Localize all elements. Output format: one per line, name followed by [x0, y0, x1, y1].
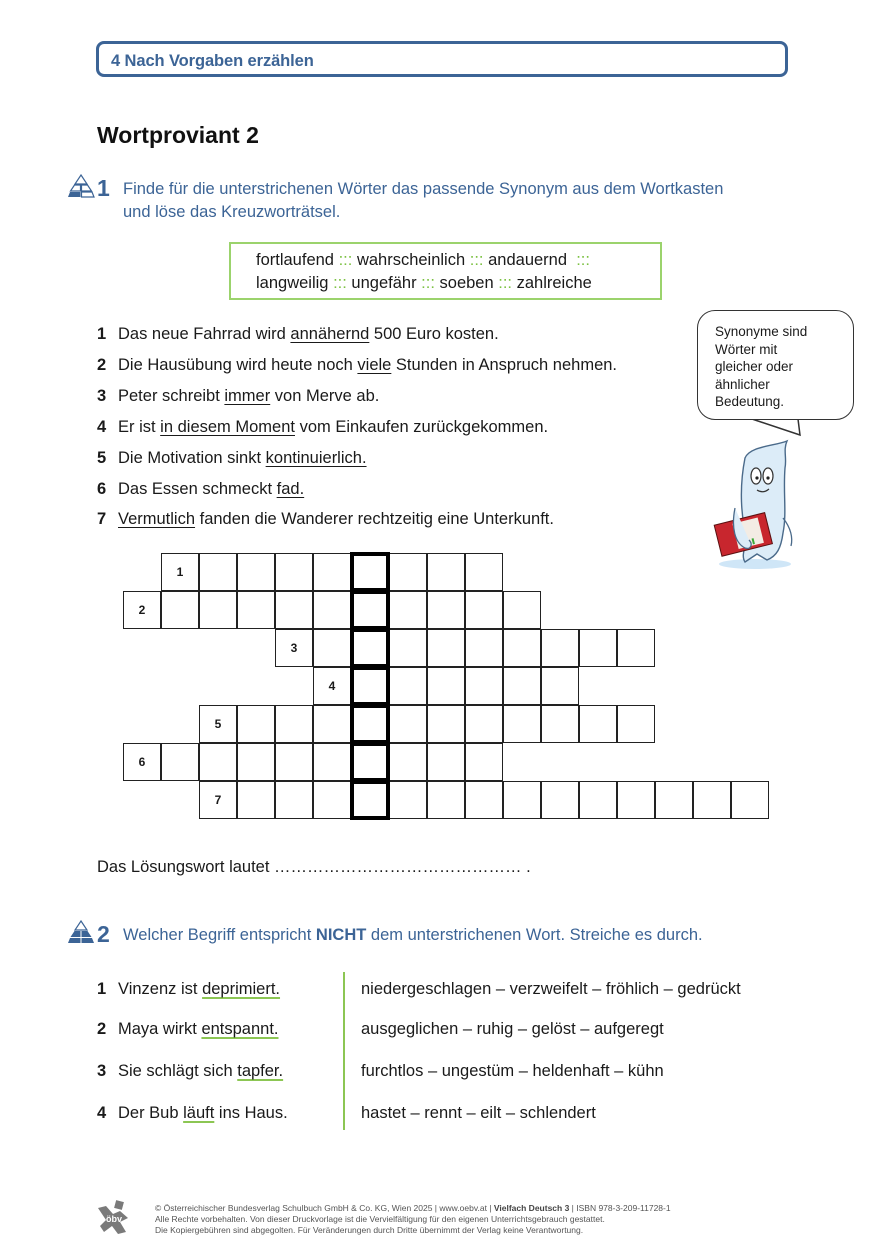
crossword-cell[interactable] [465, 553, 503, 591]
crossword-cell[interactable] [123, 591, 161, 629]
word-option: soeben [439, 274, 494, 292]
instruction-emphasis: NICHT [315, 926, 367, 944]
crossword-clue-number: 5 [214, 717, 222, 731]
speech-bubble [697, 310, 854, 420]
sentence-text: Das Essen schmeckt [118, 480, 277, 498]
crossword-cell[interactable] [313, 629, 351, 667]
sentence-number: 7 [97, 510, 107, 528]
sentence-item [97, 356, 617, 375]
crossword-cell[interactable] [465, 705, 503, 743]
sentence-item [97, 449, 367, 468]
word-option: wahrscheinlich [356, 251, 466, 269]
sentence-number: 5 [97, 449, 107, 467]
crossword-cell[interactable] [389, 705, 427, 743]
crossword-solution-cell[interactable] [350, 590, 390, 630]
crossword-clue-number: 3 [290, 641, 298, 655]
underlined-word: Vermutlich [118, 510, 196, 528]
crossword-cell[interactable] [275, 629, 313, 667]
sentence-text: Das neue Fahrrad wird [118, 325, 291, 343]
sentence-number: 1 [97, 325, 107, 343]
bubble-line: gleicher oder [715, 359, 794, 374]
word-option: ungefähr [351, 274, 417, 292]
crossword-cell[interactable] [313, 553, 351, 591]
crossword-cell[interactable] [389, 629, 427, 667]
crossword-cell[interactable] [123, 743, 161, 781]
separator: ::: [469, 251, 484, 269]
instruction-text: Welcher Begriff entspricht [123, 926, 316, 944]
crossword-cell[interactable] [693, 781, 731, 819]
bubble-line: Wörter mit [715, 341, 778, 357]
mascot-illustration [705, 438, 805, 573]
crossword-cell[interactable] [579, 705, 617, 743]
task-2-sentence [97, 1062, 283, 1081]
underlined-word: kontinuierlich. [265, 449, 367, 467]
crossword-cell[interactable] [541, 781, 579, 819]
crossword-cell[interactable] [465, 667, 503, 705]
underlined-word: immer [224, 387, 271, 405]
crossword-cell[interactable] [465, 743, 503, 781]
sentence-number: 4 [97, 418, 107, 436]
crossword-solution-cell[interactable] [350, 742, 390, 782]
crossword-cell[interactable] [427, 667, 465, 705]
sentence-item [97, 418, 548, 437]
sentence-number: 6 [97, 480, 107, 498]
crossword-cell[interactable] [161, 553, 199, 591]
crossword-cell[interactable] [389, 743, 427, 781]
crossword-cell[interactable] [617, 629, 655, 667]
crossword-cell[interactable] [275, 781, 313, 819]
logo-text: öbv [105, 1214, 123, 1224]
word-option: fortlaufend [256, 251, 334, 269]
word-box [229, 242, 662, 300]
sentence-text: vom Einkaufen zurückgekommen. [294, 418, 549, 436]
task-2-options[interactable]: niedergeschlagen – verzweifelt – fröhlich – gedrückt [361, 980, 741, 998]
footer-copyright [155, 1203, 671, 1236]
crossword-cell[interactable] [237, 743, 275, 781]
sentence-text: Er ist [118, 418, 161, 436]
crossword-clue-number: 6 [138, 755, 146, 769]
crossword-cell[interactable] [199, 553, 237, 591]
crossword-cell[interactable] [427, 743, 465, 781]
instruction-text: dem unterstrichenen Wort. Streiche es durch. [366, 926, 703, 944]
crossword-cell[interactable] [237, 553, 275, 591]
book-title: Vielfach Deutsch 3 [493, 1203, 570, 1213]
sentence-text: fanden die Wanderer rechtzeitig eine Unterkunft. [195, 510, 554, 528]
crossword-cell[interactable] [313, 743, 351, 781]
sentence-text: Stunden in Anspruch nehmen. [391, 356, 618, 374]
underlined-word: viele [357, 356, 392, 374]
footer-line-2: Alle Rechte vorbehalten. Von dieser Druckvorlage ist die Vervielfältigung für den eigenen Unterrichtsgebrauch gestattet. [155, 1214, 605, 1224]
task-2-options[interactable]: hastet – rennt – eilt – schlendert [361, 1104, 596, 1122]
sentence-text: Der Bub [118, 1104, 184, 1122]
crossword-cell[interactable] [541, 667, 579, 705]
crossword-cell[interactable] [541, 705, 579, 743]
crossword-cell[interactable] [275, 553, 313, 591]
crossword-solution-cell[interactable] [350, 628, 390, 668]
chapter-header [96, 41, 788, 77]
underlined-word: deprimiert. [202, 980, 281, 998]
task-2-instruction [123, 924, 703, 947]
underlined-word: läuft [183, 1104, 215, 1122]
sentence-text: Die Hausübung wird heute noch [118, 356, 358, 374]
underlined-word: annähernd [290, 325, 370, 343]
crossword-cell[interactable] [427, 781, 465, 819]
sentence-item [97, 325, 499, 344]
crossword-cell[interactable] [617, 705, 655, 743]
crossword-cell[interactable] [731, 781, 769, 819]
underlined-word: fad. [276, 480, 305, 498]
word-option: andauernd [488, 251, 568, 269]
crossword-cell[interactable] [655, 781, 693, 819]
sentence-item [97, 387, 379, 406]
column-divider [343, 972, 345, 1130]
speech-bubble-text [715, 323, 807, 411]
crossword-cell[interactable] [389, 591, 427, 629]
crossword-solution-cell[interactable] [350, 704, 390, 744]
word-option: langweilig [256, 274, 329, 292]
crossword-cell[interactable] [617, 781, 655, 819]
task-1-instruction-line-1: Finde für die unterstrichenen Wörter das passende Synonym aus dem Wortkasten [123, 180, 724, 198]
word-option: zahlreiche [516, 274, 592, 292]
separator: ::: [333, 274, 347, 292]
crossword-cell[interactable] [503, 781, 541, 819]
crossword-cell[interactable] [313, 705, 351, 743]
crossword-cell[interactable] [427, 553, 465, 591]
footer-line-3: Die Kopiergebühren sind abgegolten. Für Veränderungen durch Dritte übernimmt der Verlag keine Verantwortung. [155, 1225, 584, 1235]
crossword-cell[interactable] [503, 591, 541, 629]
crossword-cell[interactable] [503, 667, 541, 705]
difficulty-level-2-icon [67, 920, 95, 944]
crossword-cell[interactable] [427, 629, 465, 667]
crossword-cell[interactable] [465, 781, 503, 819]
underlined-word: entspannt. [201, 1020, 279, 1038]
item-number: 4 [97, 1104, 107, 1122]
sentence-number: 3 [97, 387, 107, 405]
sentence-text: Vinzenz ist [118, 980, 203, 998]
sentence-text: 500 Euro kosten. [369, 325, 499, 343]
sentence-text: ins Haus. [214, 1104, 288, 1122]
bubble-line: Bedeutung. [715, 394, 785, 409]
crossword-cell[interactable] [199, 705, 237, 743]
bubble-line: Synonyme sind [715, 324, 808, 339]
crossword-clue-number: 4 [328, 679, 336, 693]
bubble-line: ähnlicher [715, 376, 770, 392]
sentence-text: Peter schreibt [118, 387, 225, 405]
crossword-cell[interactable] [389, 781, 427, 819]
crossword-cell[interactable] [237, 705, 275, 743]
publisher-logo [96, 1200, 132, 1236]
crossword-cell[interactable] [199, 781, 237, 819]
word-box-line-1 [256, 251, 590, 270]
word-box-line-2 [256, 274, 592, 293]
sentence-text: Maya wirkt [118, 1020, 202, 1038]
task-2-sentence [97, 1104, 288, 1123]
task-1-instruction [123, 178, 723, 224]
crossword-clue-number: 1 [176, 565, 184, 579]
crossword-cell[interactable] [313, 667, 351, 705]
crossword-cell[interactable] [579, 781, 617, 819]
task-2-options[interactable]: furchtlos – ungestüm – heldenhaft – kühn [361, 1062, 664, 1080]
crossword-cell[interactable] [161, 591, 199, 629]
underlined-word: in diesem Moment [160, 418, 295, 436]
crossword-cell[interactable] [199, 591, 237, 629]
sentence-item [97, 510, 554, 529]
crossword-cell[interactable] [313, 781, 351, 819]
chapter-title: 4 Nach Vorgaben erzählen [111, 52, 314, 70]
crossword-cell[interactable] [427, 705, 465, 743]
crossword-cell[interactable] [275, 591, 313, 629]
sentence-text: Sie schlägt sich [118, 1062, 238, 1080]
task-1-instruction-line-2: und löse das Kreuzworträtsel. [123, 203, 341, 221]
footer-text: © Österreichischer Bundesverlag Schulbuch GmbH & Co. KG, Wien 2025 | www.oebv.at | [155, 1203, 494, 1213]
crossword-cell[interactable] [579, 629, 617, 667]
crossword-cell[interactable] [237, 591, 275, 629]
crossword-cell[interactable] [199, 743, 237, 781]
crossword-clue-number: 2 [138, 603, 146, 617]
task-1-number: 1 [97, 175, 110, 201]
crossword-cell[interactable] [389, 667, 427, 705]
footer-line-1 [155, 1203, 671, 1214]
crossword-cell[interactable] [275, 743, 313, 781]
crossword-cell[interactable] [237, 781, 275, 819]
sentence-item [97, 480, 304, 499]
page-title: Wortproviant 2 [97, 122, 259, 148]
crossword-cell[interactable] [161, 743, 199, 781]
crossword-cell[interactable] [275, 705, 313, 743]
task-2-sentence [97, 980, 280, 999]
sentence-text: von Merve ab. [270, 387, 380, 405]
sentence-number: 2 [97, 356, 107, 374]
crossword-cell[interactable] [465, 591, 503, 629]
separator: ::: [421, 274, 435, 292]
crossword-solution-cell[interactable] [350, 780, 390, 820]
item-number: 1 [97, 980, 107, 998]
solution-word-prompt[interactable]: Das Lösungswort lautet ……………………………………… . [97, 858, 531, 876]
crossword-cell[interactable] [313, 591, 351, 629]
crossword-cell[interactable] [503, 629, 541, 667]
underlined-word: tapfer. [237, 1062, 284, 1080]
separator: ::: [338, 251, 353, 269]
crossword-cell[interactable] [389, 553, 427, 591]
task-2-number: 2 [97, 921, 110, 947]
task-2-sentence [97, 1020, 279, 1039]
crossword-clue-number: 7 [214, 793, 222, 807]
separator: ::: [576, 251, 590, 269]
sentence-text: Die Motivation sinkt [118, 449, 266, 467]
item-number: 2 [97, 1020, 107, 1038]
task-2-options[interactable]: ausgeglichen – ruhig – gelöst – aufgeregt [361, 1020, 664, 1038]
crossword-solution-cell[interactable] [350, 552, 390, 592]
item-number: 3 [97, 1062, 107, 1080]
crossword-cell[interactable] [503, 705, 541, 743]
crossword-cell[interactable] [541, 629, 579, 667]
footer-text: | ISBN 978-3-209-11728-1 [569, 1203, 671, 1213]
crossword-cell[interactable] [427, 591, 465, 629]
separator: ::: [498, 274, 513, 292]
crossword-cell[interactable] [465, 629, 503, 667]
difficulty-level-1-icon [67, 174, 95, 198]
crossword-solution-cell[interactable] [350, 666, 390, 706]
